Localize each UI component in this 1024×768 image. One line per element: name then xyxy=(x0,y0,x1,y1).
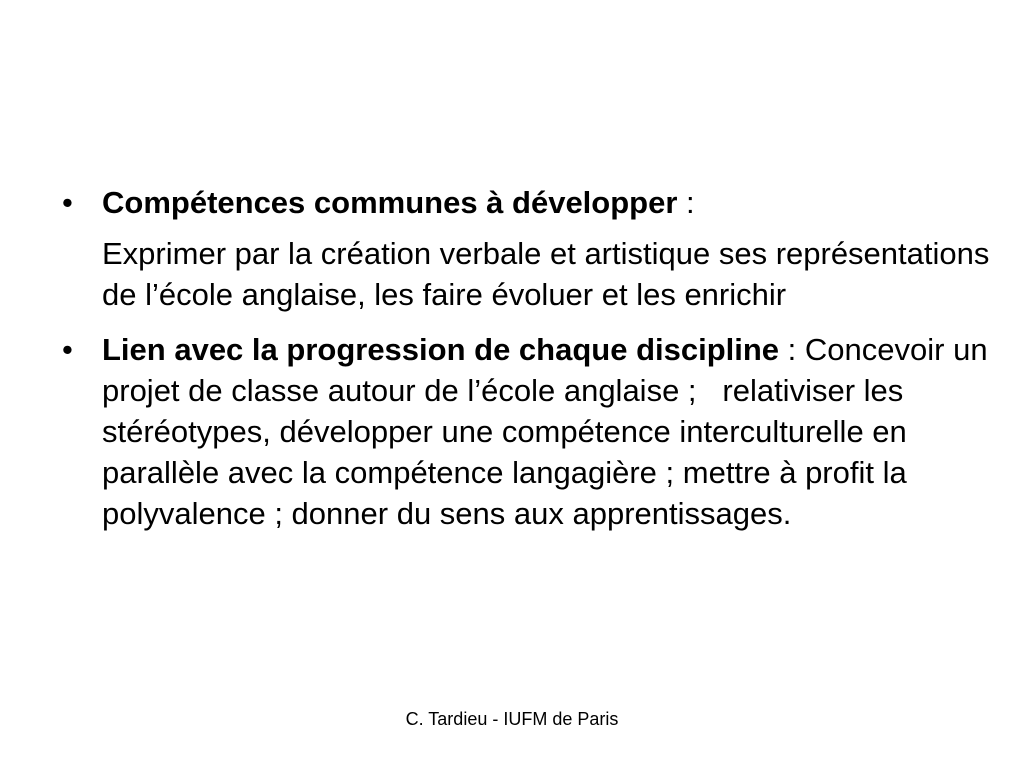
bullet-body: Exprimer par la création verbale et artistique ses représentations de l’école anglaise, les faire évoluer et les enrichir xyxy=(102,236,990,312)
bullet-item-competences xyxy=(62,182,1002,315)
bullet-heading-line xyxy=(102,182,1002,223)
bullet-heading: Lien avec la progression de chaque discipline xyxy=(102,332,780,367)
slide-content xyxy=(62,182,1002,534)
bullet-heading: Compétences communes à développer xyxy=(102,185,678,220)
bullet-item-lien-progression xyxy=(62,329,1002,534)
bullet-heading-suffix: : xyxy=(677,185,695,220)
bullet-paragraph xyxy=(102,329,1002,534)
bullet-icon: • xyxy=(62,185,73,220)
bullet-heading-suffix: : xyxy=(779,332,805,367)
bullet-body: Concevoir un projet de classe autour de l’école anglaise ; relativiser les stéréotypes, développer une compétence interculturelle en parallèle avec la compétence langagière ; mettre à profit la polyvalence ; donner du sens aux apprentissages. xyxy=(102,332,997,531)
footer-credit: C. Tardieu - IUFM de Paris xyxy=(405,709,619,729)
bullet-icon: • xyxy=(62,332,73,367)
